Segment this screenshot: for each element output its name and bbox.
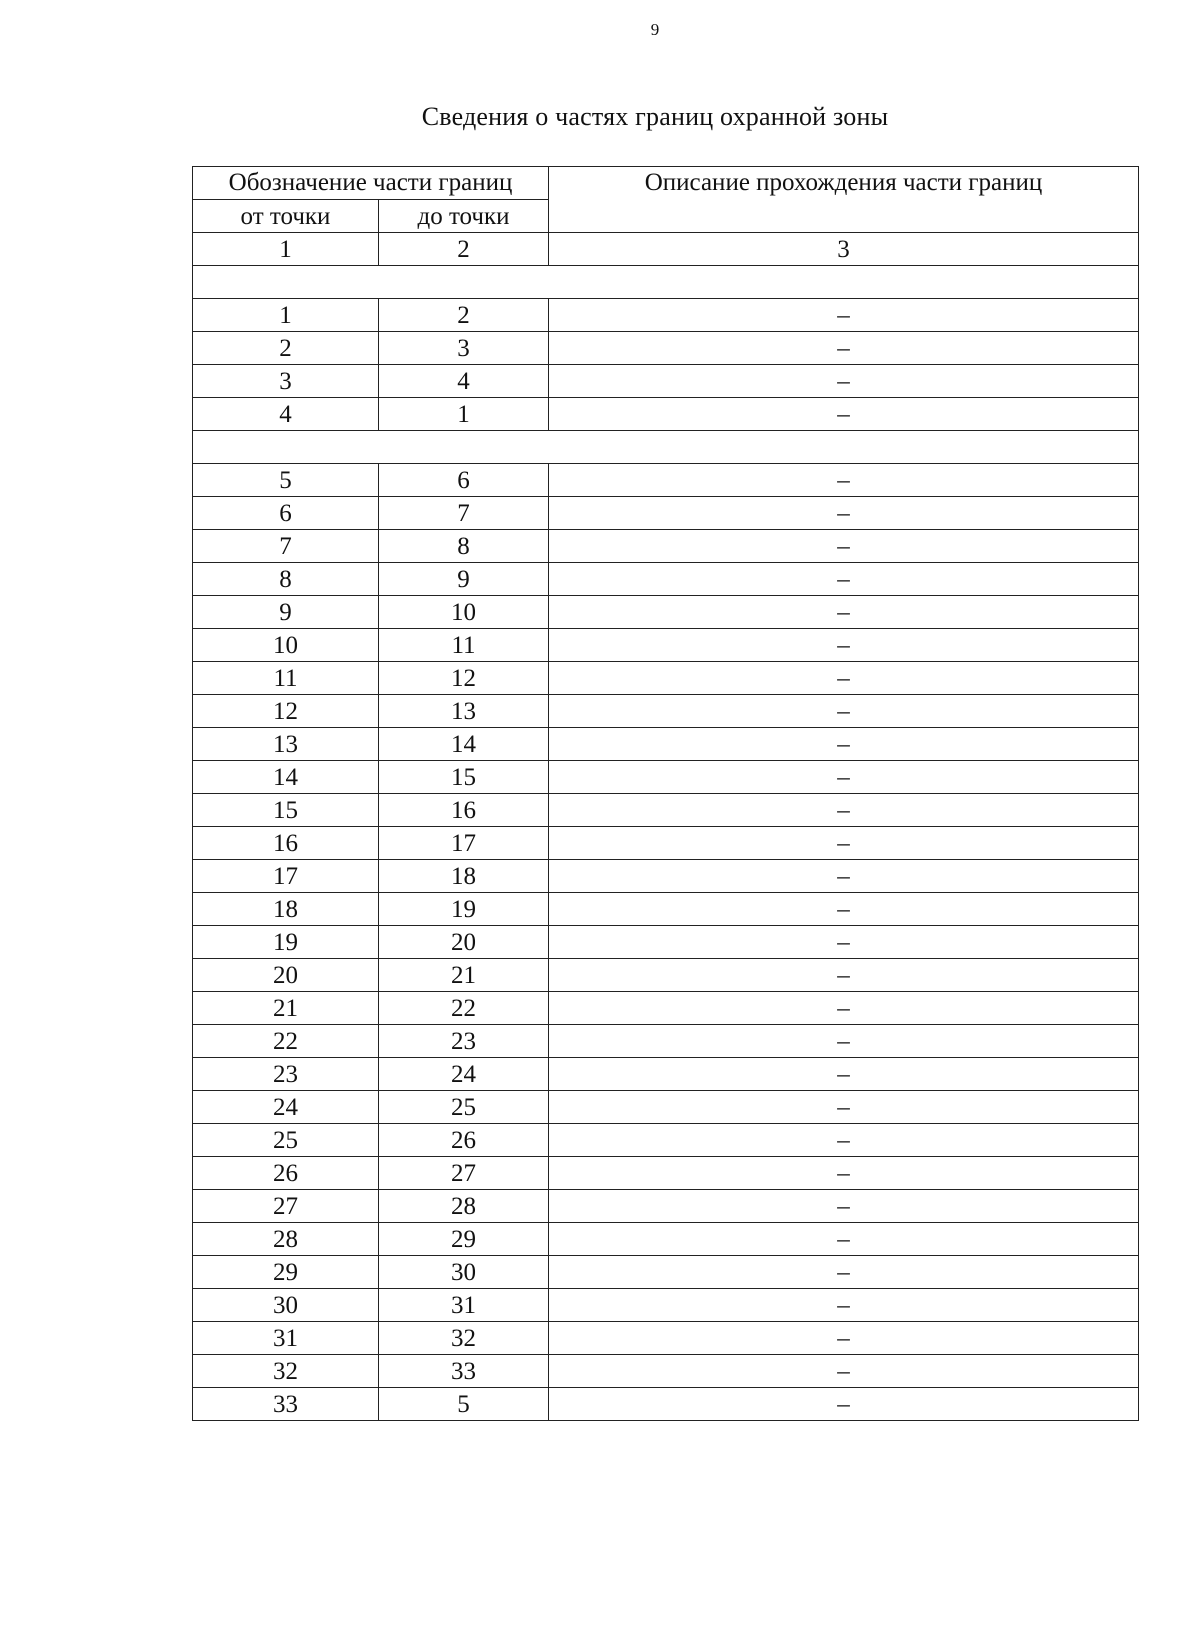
from-point-cell: 1 <box>193 299 379 332</box>
section-separator-row <box>193 266 1139 299</box>
table-row <box>193 1058 1139 1091</box>
section-separator-cell <box>193 431 1139 464</box>
description-cell: – <box>549 1289 1139 1322</box>
page-number: 9 <box>650 20 660 39</box>
section-separator-row <box>193 431 1139 464</box>
column-number-row <box>193 233 1139 266</box>
table-row <box>193 1190 1139 1223</box>
from-point-cell: 27 <box>193 1190 379 1223</box>
from-point-cell: 16 <box>193 827 379 860</box>
to-point-cell: 9 <box>379 563 549 596</box>
to-point-cell: 24 <box>379 1058 549 1091</box>
to-point-cell: 1 <box>379 398 549 431</box>
from-point-cell: 9 <box>193 596 379 629</box>
column-number: 3 <box>549 233 1139 266</box>
section-separator-cell <box>193 266 1139 299</box>
table-row <box>193 398 1139 431</box>
from-point-cell: 29 <box>193 1256 379 1289</box>
table-row <box>193 1256 1139 1289</box>
description-cell: – <box>549 761 1139 794</box>
from-point-cell: 26 <box>193 1157 379 1190</box>
table-row <box>193 1091 1139 1124</box>
description-cell: – <box>549 1157 1139 1190</box>
from-point-cell: 31 <box>193 1322 379 1355</box>
to-point-cell: 31 <box>379 1289 549 1322</box>
column-number: 2 <box>379 233 549 266</box>
table-row <box>193 596 1139 629</box>
description-cell: – <box>549 1256 1139 1289</box>
to-point-cell: 14 <box>379 728 549 761</box>
table-row <box>193 1289 1139 1322</box>
to-point-cell: 15 <box>379 761 549 794</box>
from-point-cell: 23 <box>193 1058 379 1091</box>
from-point-cell: 14 <box>193 761 379 794</box>
from-point-cell: 5 <box>193 464 379 497</box>
column-number: 1 <box>193 233 379 266</box>
from-point-cell: 8 <box>193 563 379 596</box>
from-point-cell: 18 <box>193 893 379 926</box>
to-point-cell: 2 <box>379 299 549 332</box>
to-point-cell: 28 <box>379 1190 549 1223</box>
header-boundary-description: Описание прохождения части границ <box>549 167 1139 233</box>
description-cell: – <box>549 827 1139 860</box>
table-row <box>193 1157 1139 1190</box>
from-point-cell: 3 <box>193 365 379 398</box>
to-point-cell: 13 <box>379 695 549 728</box>
from-point-cell: 10 <box>193 629 379 662</box>
from-point-cell: 20 <box>193 959 379 992</box>
from-point-cell: 30 <box>193 1289 379 1322</box>
description-cell: – <box>549 1124 1139 1157</box>
table-row <box>193 761 1139 794</box>
description-cell: – <box>549 1091 1139 1124</box>
from-point-cell: 7 <box>193 530 379 563</box>
table-row <box>193 629 1139 662</box>
table-body <box>193 167 1139 1421</box>
description-cell: – <box>549 728 1139 761</box>
description-cell: – <box>549 530 1139 563</box>
table-row <box>193 827 1139 860</box>
table-row <box>193 1124 1139 1157</box>
to-point-cell: 26 <box>379 1124 549 1157</box>
to-point-cell: 30 <box>379 1256 549 1289</box>
to-point-cell: 3 <box>379 332 549 365</box>
table-row <box>193 1322 1139 1355</box>
description-cell: – <box>549 365 1139 398</box>
page-title: Сведения о частях границ охранной зоны <box>421 102 889 131</box>
boundary-parts-table <box>192 166 1139 1421</box>
header-boundary-designation: Обозначение части границ <box>193 167 549 200</box>
table-row <box>193 860 1139 893</box>
from-point-cell: 21 <box>193 992 379 1025</box>
from-point-cell: 19 <box>193 926 379 959</box>
table-row <box>193 794 1139 827</box>
table-row <box>193 464 1139 497</box>
description-cell: – <box>549 1223 1139 1256</box>
description-cell: – <box>549 959 1139 992</box>
to-point-cell: 33 <box>379 1355 549 1388</box>
table-row <box>193 1355 1139 1388</box>
description-cell: – <box>549 1190 1139 1223</box>
description-cell: – <box>549 1025 1139 1058</box>
description-cell: – <box>549 563 1139 596</box>
from-point-cell: 17 <box>193 860 379 893</box>
to-point-cell: 32 <box>379 1322 549 1355</box>
table-row <box>193 959 1139 992</box>
description-cell: – <box>549 992 1139 1025</box>
from-point-cell: 25 <box>193 1124 379 1157</box>
table-row <box>193 1223 1139 1256</box>
table-row <box>193 728 1139 761</box>
description-cell: – <box>549 332 1139 365</box>
description-cell: – <box>549 662 1139 695</box>
description-cell: – <box>549 629 1139 662</box>
table-row <box>193 662 1139 695</box>
description-cell: – <box>549 893 1139 926</box>
from-point-cell: 33 <box>193 1388 379 1421</box>
to-point-cell: 12 <box>379 662 549 695</box>
table-row <box>193 530 1139 563</box>
to-point-cell: 11 <box>379 629 549 662</box>
to-point-cell: 29 <box>379 1223 549 1256</box>
from-point-cell: 24 <box>193 1091 379 1124</box>
to-point-cell: 6 <box>379 464 549 497</box>
table-row <box>193 893 1139 926</box>
description-cell: – <box>549 926 1139 959</box>
table-row <box>193 332 1139 365</box>
to-point-cell: 8 <box>379 530 549 563</box>
description-cell: – <box>549 464 1139 497</box>
from-point-cell: 6 <box>193 497 379 530</box>
table-row <box>193 992 1139 1025</box>
table-row <box>193 1025 1139 1058</box>
to-point-cell: 20 <box>379 926 549 959</box>
from-point-cell: 13 <box>193 728 379 761</box>
from-point-cell: 32 <box>193 1355 379 1388</box>
from-point-cell: 22 <box>193 1025 379 1058</box>
description-cell: – <box>549 596 1139 629</box>
description-cell: – <box>549 794 1139 827</box>
to-point-cell: 27 <box>379 1157 549 1190</box>
table-row <box>193 497 1139 530</box>
header-row <box>193 167 1139 200</box>
to-point-cell: 25 <box>379 1091 549 1124</box>
description-cell: – <box>549 299 1139 332</box>
description-cell: – <box>549 1388 1139 1421</box>
description-cell: – <box>549 398 1139 431</box>
description-cell: – <box>549 1058 1139 1091</box>
to-point-cell: 18 <box>379 860 549 893</box>
to-point-cell: 19 <box>379 893 549 926</box>
table-row <box>193 926 1139 959</box>
to-point-cell: 23 <box>379 1025 549 1058</box>
description-cell: – <box>549 497 1139 530</box>
from-point-cell: 12 <box>193 695 379 728</box>
description-cell: – <box>549 1355 1139 1388</box>
to-point-cell: 10 <box>379 596 549 629</box>
header-from-point: от точки <box>193 200 379 233</box>
table-row <box>193 563 1139 596</box>
to-point-cell: 22 <box>379 992 549 1025</box>
to-point-cell: 16 <box>379 794 549 827</box>
header-to-point: до точки <box>379 200 549 233</box>
description-cell: – <box>549 1322 1139 1355</box>
description-cell: – <box>549 695 1139 728</box>
to-point-cell: 4 <box>379 365 549 398</box>
from-point-cell: 4 <box>193 398 379 431</box>
table-row <box>193 365 1139 398</box>
description-cell: – <box>549 860 1139 893</box>
from-point-cell: 15 <box>193 794 379 827</box>
from-point-cell: 11 <box>193 662 379 695</box>
to-point-cell: 7 <box>379 497 549 530</box>
to-point-cell: 17 <box>379 827 549 860</box>
table-row <box>193 299 1139 332</box>
to-point-cell: 5 <box>379 1388 549 1421</box>
from-point-cell: 28 <box>193 1223 379 1256</box>
table-row <box>193 695 1139 728</box>
from-point-cell: 2 <box>193 332 379 365</box>
to-point-cell: 21 <box>379 959 549 992</box>
table-row <box>193 1388 1139 1421</box>
